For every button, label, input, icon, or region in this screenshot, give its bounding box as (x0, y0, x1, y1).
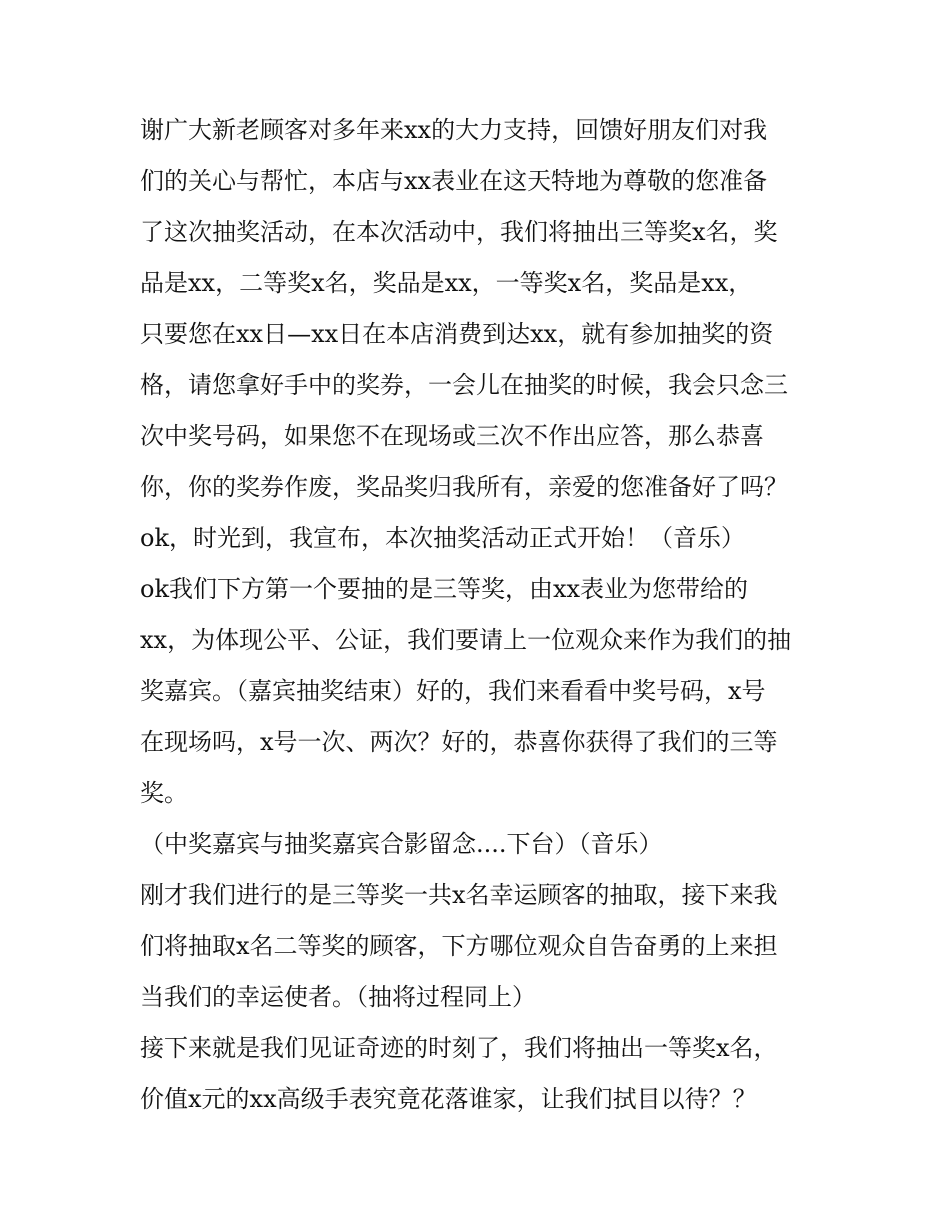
text-line: 在现场吗，x号一次、两次？好的，恭喜你获得了我们的三等 (140, 728, 778, 756)
text-line: 奖。 (140, 779, 188, 807)
text-line: 品是xx，二等奖x名，奖品是xx，一等奖x名，奖品是xx， (140, 269, 753, 297)
text-line: 谢广大新老顾客对多年来xx的大力支持，回馈好朋友们对我 (140, 116, 768, 144)
document-body (140, 105, 830, 1125)
text-line: 你，你的奖券作废，奖品奖归我所有，亲爱的您准备好了吗？ (140, 473, 788, 501)
text-line: 次中奖号码，如果您不在现场或三次不作出应答，那么恭喜 (140, 422, 764, 450)
text-line: 接下来就是我们见证奇迹的时刻了，我们将抽出一等奖x名， (140, 1034, 778, 1062)
text-line: 了这次抽奖活动，在本次活动中，我们将抽出三等奖x名，奖 (140, 218, 778, 246)
text-line: 当我们的幸运使者。（抽将过程同上） (140, 983, 536, 1011)
text-line: xx，为体现公平、公证，我们要请上一位观众来作为我们的抽 (140, 626, 792, 654)
text-line: 只要您在xx日—xx日在本店消费到达xx，就有参加抽奖的资 (140, 320, 774, 348)
text-line: ok我们下方第一个要抽的是三等奖，由xx表业为您带给的 (140, 575, 749, 603)
text-line: ok，时光到，我宣布，本次抽奖活动正式开始！（音乐） (140, 524, 745, 552)
text-line: 奖嘉宾。（嘉宾抽奖结束）好的，我们来看看中奖号码，x号 (140, 677, 766, 705)
text-line: （中奖嘉宾与抽奖嘉宾合影留念....下台）（音乐） (140, 830, 663, 858)
text-line: 刚才我们进行的是三等奖一共x名幸运顾客的抽取，接下来我 (140, 881, 778, 909)
text-line: 价值x元的xx高级手表究竟花落谁家，让我们拭目以待？？ (140, 1085, 757, 1113)
text-line: 们的关心与帮忙，本店与xx表业在这天特地为尊敬的您准备 (140, 167, 768, 195)
text-line: 格，请您拿好手中的奖券，一会儿在抽奖的时候，我会只念三 (140, 371, 788, 399)
text-line: 们将抽取x名二等奖的顾客，下方哪位观众自告奋勇的上来担 (140, 932, 778, 960)
